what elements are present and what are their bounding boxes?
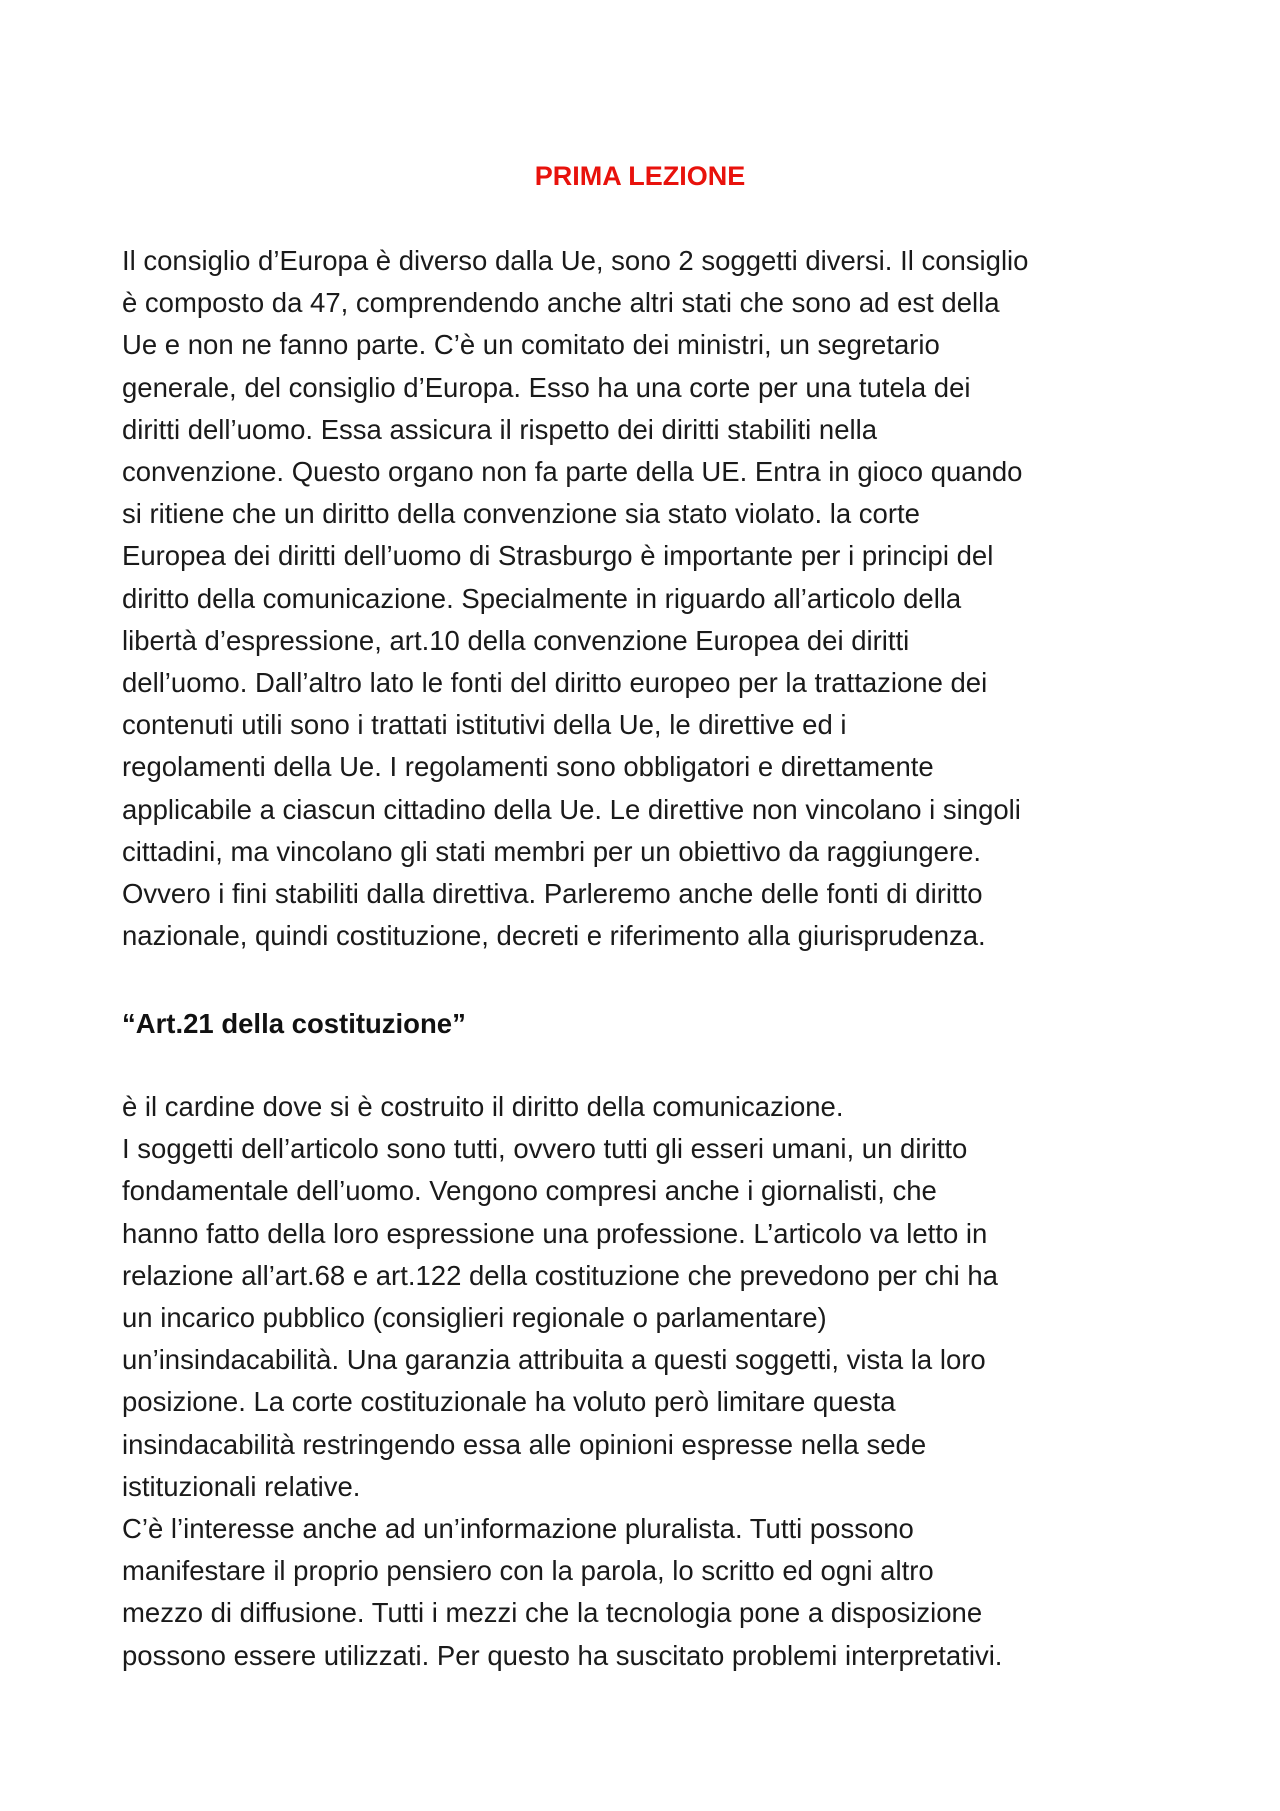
text-line: contenuti utili sono i trattati istitutivi della Ue, le direttive ed i [122, 709, 847, 741]
text-line: fondamentale dell’uomo. Vengono compresi anche i giornalisti, che [122, 1175, 937, 1207]
paragraph-consiglio-europa [122, 240, 1167, 957]
text-line: manifestare il proprio pensiero con la parola, lo scritto ed ogni altro [122, 1555, 934, 1587]
text-line: un incarico pubblico (consiglieri regionale o parlamentare) [122, 1302, 827, 1334]
text-line: relazione all’art.68 e art.122 della costituzione che prevedono per chi ha [122, 1259, 998, 1291]
text-line: cittadini, ma vincolano gli stati membri per un obiettivo da raggiungere. [122, 835, 982, 867]
text-line: generale, del consiglio d’Europa. Esso ha una corte per una tutela dei [122, 371, 971, 403]
text-line: convenzione. Questo organo non fa parte della UE. Entra in gioco quando [122, 456, 1023, 488]
text-line: Il consiglio d’Europa è diverso dalla Ue, sono 2 soggetti diversi. Il consiglio [122, 245, 1029, 276]
text-line: è il cardine dove si è costruito il diritto della comunicazione. [122, 1091, 844, 1122]
text-line: è composto da 47, comprendendo anche altri stati che sono ad est della [122, 287, 1000, 319]
text-line: Ovvero i fini stabiliti dalla direttiva. Parleremo anche delle fonti di diritto [122, 878, 983, 910]
text-line: I soggetti dell’articolo sono tutti, ovvero tutti gli esseri umani, un diritto [122, 1133, 968, 1165]
text-line: insindacabilità restringendo essa alle opinioni espresse nella sede [122, 1428, 927, 1460]
text-line: mezzo di diffusione. Tutti i mezzi che la tecnologia pone a disposizione [122, 1597, 983, 1629]
text-line: possono essere utilizzati. Per questo ha suscitato problemi interpretativi. [122, 1639, 1003, 1671]
text-line: Ue e non ne fanno parte. C’è un comitato dei ministri, un segretario [122, 329, 940, 361]
text-line: istituzionali relative. [122, 1470, 361, 1502]
text-line: Europea dei diritti dell’uomo di Strasburgo è importante per i principi del [122, 540, 994, 572]
text-line: C’è l’interesse anche ad un’informazione pluralista. Tutti possono [122, 1513, 914, 1545]
text-line: libertà d’espressione, art.10 della convenzione Europea dei diritti [122, 624, 910, 656]
section-heading-art21: “Art.21 della costituzione” [122, 1008, 466, 1039]
text-line: applicabile a ciascun cittadino della Ue. Le direttive non vincolano i singoli [122, 793, 1021, 825]
text-line: diritto della comunicazione. Specialmente in riguardo all’articolo della [122, 582, 962, 614]
paragraph-art21 [122, 1086, 1167, 1677]
text-line: si ritiene che un diritto della convenzione sia stato violato. la corte [122, 498, 920, 530]
text-line: posizione. La corte costituzionale ha voluto però limitare questa [122, 1386, 896, 1418]
text-line: un’insindacabilità. Una garanzia attribuita a questi soggetti, vista la loro [122, 1344, 986, 1376]
text-line: regolamenti della Ue. I regolamenti sono obbligatori e direttamente [122, 751, 934, 783]
text-line: diritti dell’uomo. Essa assicura il rispetto dei diritti stabiliti nella [122, 413, 878, 445]
page-title: PRIMA LEZIONE [534, 161, 746, 191]
text-line: hanno fatto della loro espressione una professione. L’articolo va letto in [122, 1217, 988, 1249]
text-line: nazionale, quindi costituzione, decreti e riferimento alla giurisprudenza. [122, 920, 986, 952]
text-line: dell’uomo. Dall’altro lato le fonti del diritto europeo per la trattazione dei [122, 667, 988, 699]
